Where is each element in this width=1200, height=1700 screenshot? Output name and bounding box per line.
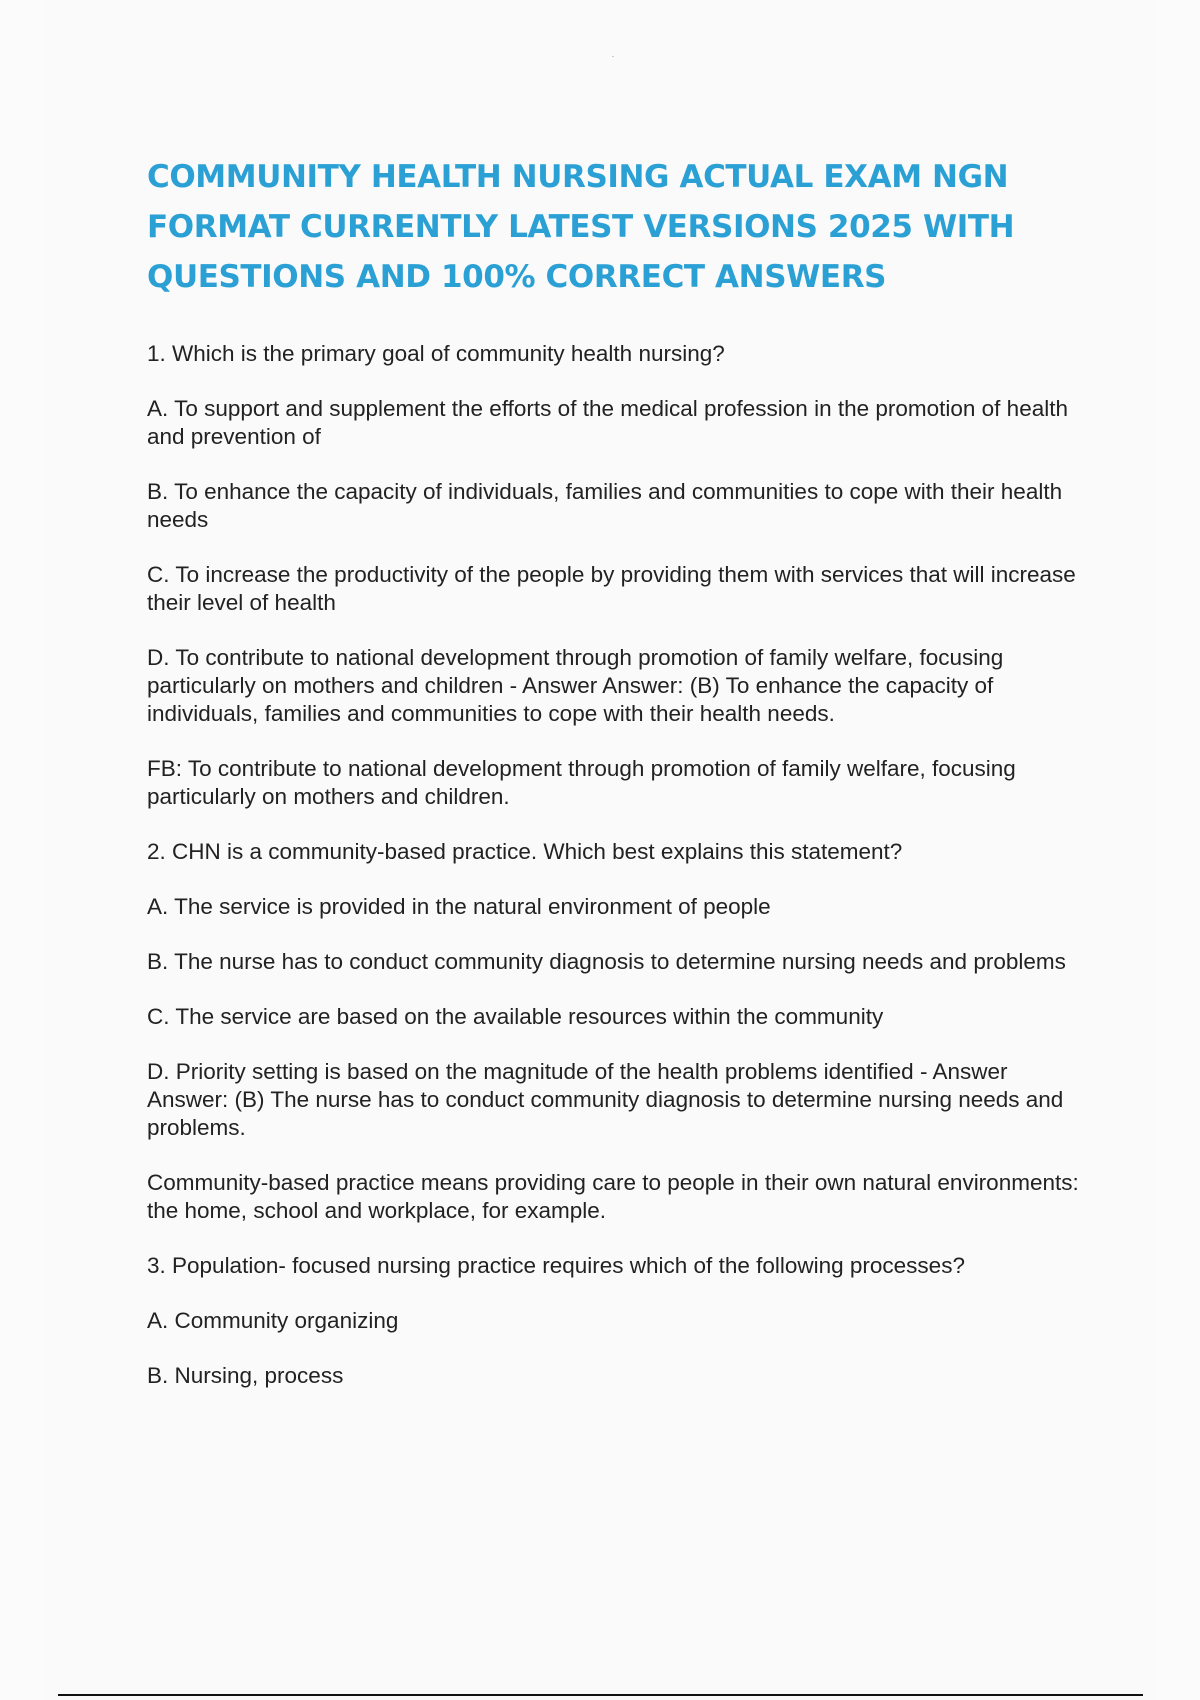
question-1-feedback: FB: To contribute to national development through promotion of family welfare, focusing particularly on mothers and children. (147, 756, 1016, 809)
question-2-option-d-answer: D. Priority setting is based on the magnitude of the health problems identified - Answer Answer: (B) The nurse has to conduct community diagnosis to determine nursing needs and problems. (147, 1059, 1064, 1140)
scan-speck (612, 56, 614, 57)
question-3-option-b: B. Nursing, process (147, 1363, 344, 1388)
question-2: 2. CHN is a community-based practice. Which best explains this statement? (147, 839, 903, 864)
question-1-option-c: C. To increase the productivity of the people by providing them with services that will increase their level of health (147, 562, 1076, 615)
question-1-option-d-answer: D. To contribute to national development through promotion of family welfare, focusing particularly on mothers and children - Answer Answer: (B) To enhance the capacity of individuals, families and communities to cope with their health needs. (147, 645, 1004, 726)
question-2-option-a: A. The service is provided in the natural environment of people (147, 894, 771, 919)
title-line: FORMAT CURRENTLY LATEST VERSIONS 2025 WITH (147, 209, 1015, 245)
question-2-rationale: Community-based practice means providing care to people in their own natural environments: the home, school and workplace, for example. (147, 1170, 1079, 1223)
title-line: QUESTIONS AND 100% CORRECT ANSWERS (147, 259, 887, 295)
question-3-option-a: A. Community organizing (147, 1308, 399, 1333)
question-1-option-a: A. To support and supplement the efforts of the medical profession in the promotion of health and prevention of (147, 396, 1068, 449)
exam-content (147, 340, 1087, 1417)
question-1-option-b: B. To enhance the capacity of individuals, families and communities to cope with their health needs (147, 479, 1063, 532)
question-1: 1. Which is the primary goal of community health nursing? (147, 341, 725, 366)
title-line: COMMUNITY HEALTH NURSING ACTUAL EXAM NGN (147, 159, 1009, 195)
question-2-option-c: C. The service are based on the available resources within the community (147, 1004, 884, 1029)
bottom-divider (58, 1694, 1143, 1696)
question-3: 3. Population- focused nursing practice requires which of the following processes? (147, 1253, 965, 1278)
question-2-option-b: B. The nurse has to conduct community diagnosis to determine nursing needs and problems (147, 949, 1066, 974)
document-title (147, 152, 1087, 302)
